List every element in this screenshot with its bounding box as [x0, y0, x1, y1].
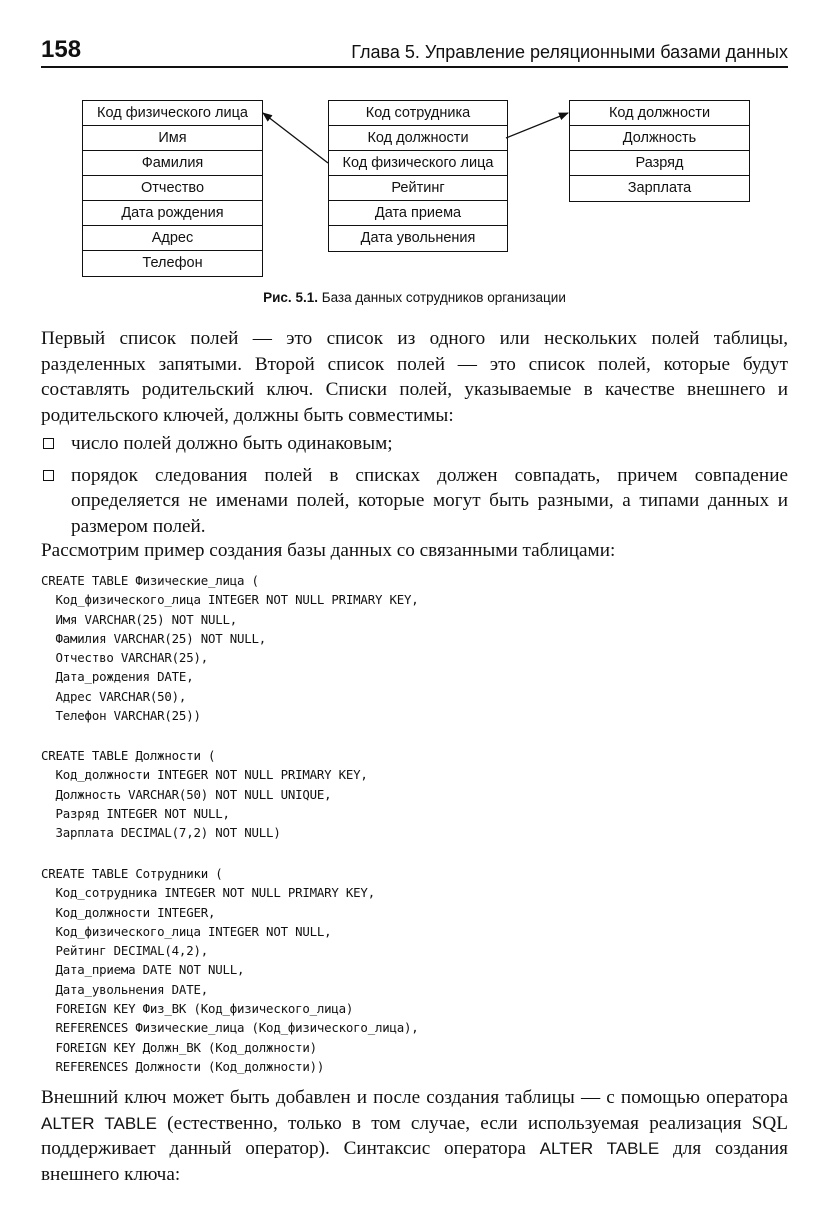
table-row: Рейтинг [329, 176, 507, 201]
paragraph [41, 1085, 788, 1187]
paragraph: Первый список полей — это список из одного или нескольких полей таблицы, разделенных запятыми. Второй список полей — это список полей, которые будут составлять родительский ключ. Списки полей, указываемые в качестве внешнего и родительского ключей, должны быть совместимы: [41, 328, 788, 426]
text-fragment: (естественно, только в том случае, если используемая реализация SQL поддерживает данный оператор). Синтаксис оператора [41, 1112, 788, 1159]
caption-text: База данных сотрудников организации [317, 290, 566, 305]
list-item-text: порядок следования полей в списках должен совпадать, причем совпадение определяется не именами полей, которые могут быть разными, а типами данных и размером полей. [71, 464, 788, 537]
table-row: Код физического лица [329, 151, 507, 176]
table-row: Код физического лица [83, 101, 262, 126]
arrow-to-positions [506, 113, 568, 138]
paragraph: Рассмотрим пример создания базы данных со связанными таблицами: [41, 540, 616, 561]
table-row: Отчество [83, 176, 262, 201]
page-number: 158 [41, 36, 82, 63]
table-row: Дата рождения [83, 201, 262, 226]
text-fragment: для создания внешнего ключа: [41, 1138, 789, 1185]
figure-diagram [0, 0, 829, 320]
table-row: Дата приема [329, 201, 507, 226]
figure-caption [0, 289, 829, 307]
checkbox-bullet-icon [43, 470, 54, 481]
table-row: Зарплата [627, 180, 692, 196]
list-item [41, 431, 788, 457]
chapter-title: Глава 5. Управление реляционными базами данных [351, 42, 788, 62]
table-row: Имя [83, 126, 262, 151]
table-row: Код должности [570, 101, 749, 126]
table-row: Код сотрудника [329, 101, 507, 126]
table-row: Телефон [142, 255, 203, 271]
list-item-text: число полей должно быть одинаковым; [71, 433, 393, 454]
code-block: CREATE TABLE Сотрудники ( Код_сотрудника INTEGER NOT NULL PRIMARY KEY, Код_должности INTEGER, Код_физического_лица INTEGER NOT NULL, Рейтинг DECIMAL(4,2), Дата_приема DATE NOT NULL, Дата_увольнения DATE, FOREIGN KEY Физ_ВК (Код_физического_лица) REFERENCES Физические_лица (Код_физического_лица), FOREIGN KEY Должн_ВК (Код_должности) REFERENCES Должности (Код_должности)) [41, 866, 419, 1074]
keyword: ALTER TABLE [41, 1113, 157, 1133]
table-row: Фамилия [83, 151, 262, 176]
table-row: Код должности [329, 126, 507, 151]
text-fragment: Внешний ключ может быть добавлен и после создания таблицы — с помощью оператора [41, 1087, 788, 1108]
list-item [41, 463, 788, 540]
table-row: Должность [570, 126, 749, 151]
arrow-to-individuals [263, 113, 328, 163]
keyword: ALTER TABLE [539, 1139, 660, 1158]
table-row: Дата увольнения [360, 230, 476, 246]
table-row: Адрес [83, 226, 262, 251]
code-block: CREATE TABLE Должности ( Код_должности INTEGER NOT NULL PRIMARY KEY, Должность VARCHAR(50) NOT NULL UNIQUE, Разряд INTEGER NOT NULL, Зарплата DECIMAL(7,2) NOT NULL) [41, 748, 368, 841]
bullet-list [41, 431, 788, 545]
checkbox-bullet-icon [43, 438, 54, 449]
code-block: CREATE TABLE Физические_лица ( Код_физического_лица INTEGER NOT NULL PRIMARY KEY, Имя VARCHAR(25) NOT NULL, Фамилия VARCHAR(25) NOT NULL, Отчество VARCHAR(25), Дата_рождения DATE, Адрес VARCHAR(50), Телефон VARCHAR(25)) [41, 573, 419, 724]
relationship-arrows [0, 0, 829, 320]
caption-label: Рис. 5.1. [263, 290, 318, 305]
table-row: Разряд [570, 151, 749, 176]
